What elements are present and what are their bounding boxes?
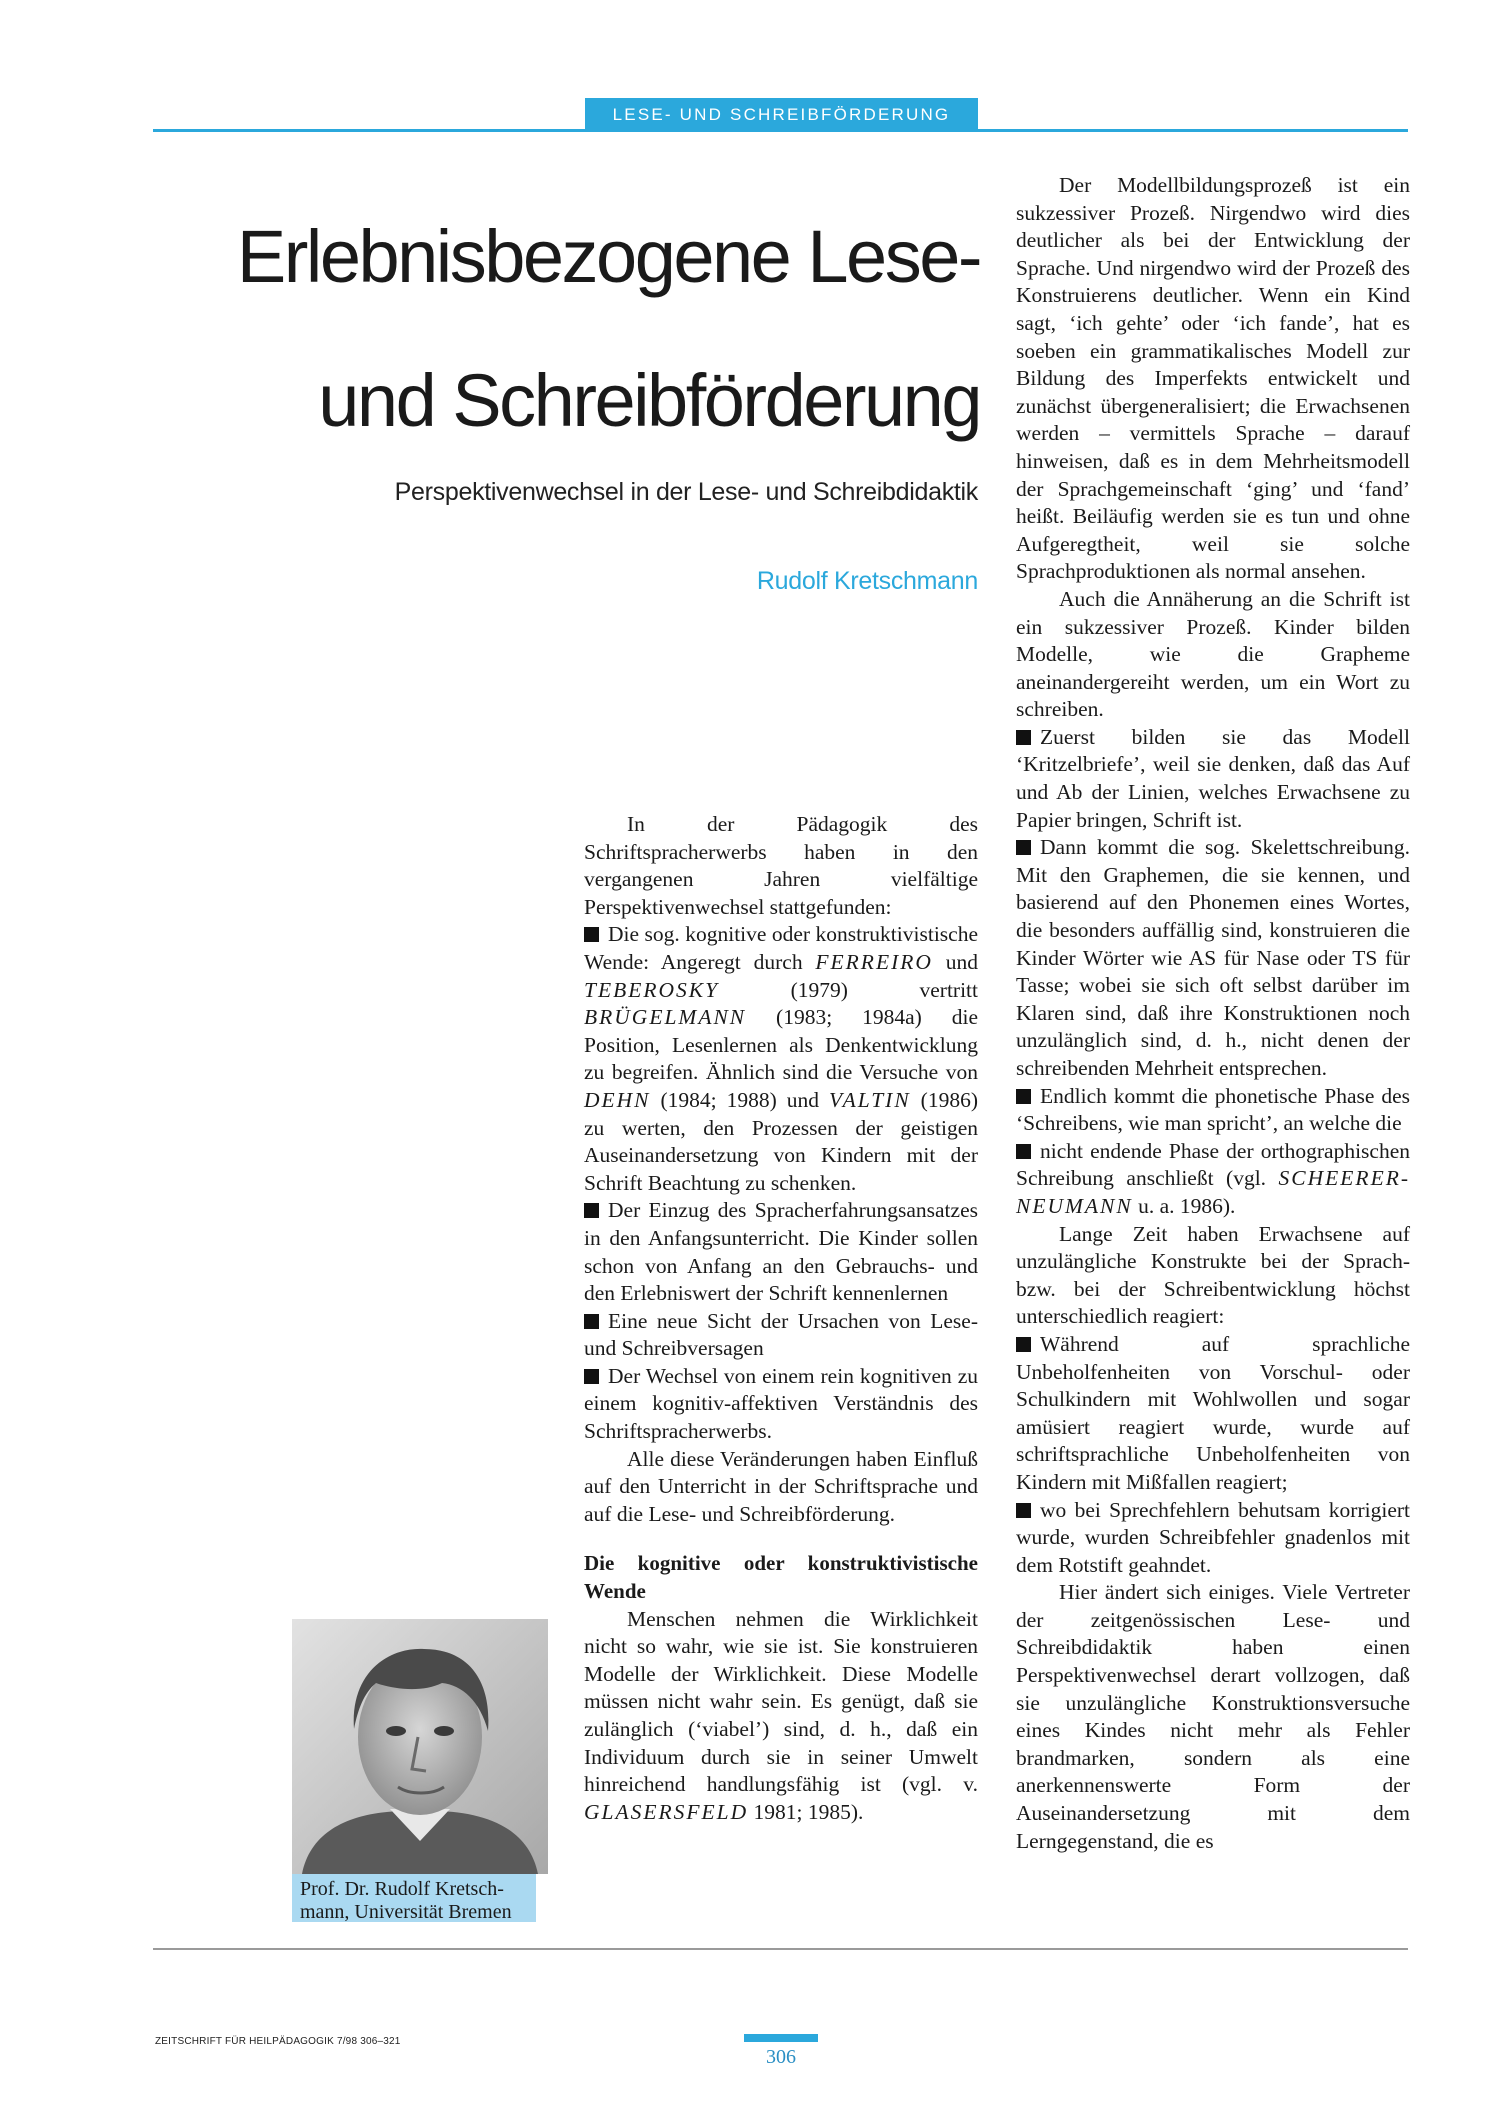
- caption-line-1: Prof. Dr. Rudolf Kretsch-: [300, 1878, 504, 1900]
- text-span: Der Wechsel von einem rein kognitiven zu einem kognitiv-affektiven Verständnis des Schriftspracherwerbs.: [584, 1363, 978, 1444]
- bullet-square-icon: [584, 927, 599, 942]
- bullet-item: [1016, 1138, 1410, 1221]
- text-span: (1979) vertritt: [719, 977, 978, 1002]
- text-span: Die sog. kognitive oder konstruktivistische Wende: Angeregt durch: [584, 922, 978, 974]
- bullet-item: [584, 1363, 978, 1446]
- bullet-square-icon: [1016, 840, 1031, 855]
- bullet-item: [1016, 1083, 1410, 1138]
- paragraph: Der Modellbildungsprozeß ist ein sukzessiver Prozeß. Nirgendwo wird dies deutlicher als bei der Entwicklung der Sprache. Und nirgendwo wird der Prozeß des Konstruierens deutlicher. Wenn ein Kind sagt, ‘ich gehte’ oder ‘ich fande’, hat es soeben ein grammatikalisches Modell zur Bildung des Imperfekts entwickelt und zunächst übergeneralisiert; die Erwachsenen werden – vermittels Sprache – darauf hinweisen, daß es in dem Mehrheitsmodell der Sprachgemeinschaft ‘ging’ und ‘fand’ heißt. Beiläufig werden sie es tun und ohne Aufgeregtheit, weil sie solche Sprachproduktionen als normal ansehen.: [1016, 173, 1410, 584]
- cited-author: GLASERSFELD: [584, 1799, 749, 1824]
- text-span: (1983; 1984a) die Position, Lesenlernen als Denkentwicklung zu begreifen. Ähnlich sind die Versuche von: [584, 1005, 978, 1085]
- right-column: [1016, 172, 1410, 1855]
- caption-line-2: mann, Universität Bremen: [300, 1901, 512, 1923]
- cited-author: FERREIRO: [815, 949, 933, 974]
- bullet-square-icon: [1016, 1144, 1031, 1159]
- text-span: (1986) zu werten, den Prozessen der geistigen Auseinandersetzung von Kindern mit der Schrift Beachtung zu schenken.: [584, 1087, 978, 1195]
- photo-caption: [292, 1874, 536, 1922]
- paragraph: In der Pädagogik des Schriftspracherwerbs haben in den vergangenen Jahren vielfältige Perspektivenwechsel stattgefunden:: [584, 812, 978, 919]
- bullet-item: [1016, 834, 1410, 1082]
- text-span: 1981; 1985).: [748, 1799, 864, 1824]
- bullet-item: [1016, 724, 1410, 834]
- header-rule: [153, 129, 1408, 132]
- text-span: und: [932, 949, 978, 974]
- paragraph: Lange Zeit haben Erwachsene auf unzulängliche Konstrukte bei der Sprach- bzw. bei der Schreibentwicklung höchst unterschiedlich reagiert:: [1016, 1221, 1410, 1329]
- bullet-item: [584, 1197, 978, 1307]
- section-heading: Die kognitive oder konstruktivistische Wende: [584, 1551, 978, 1604]
- section-header-tab: LESE- UND SCHREIBFÖRDERUNG: [585, 98, 978, 132]
- bullet-square-icon: [1016, 1337, 1031, 1352]
- journal-citation: ZEITSCHRIFT FÜR HEILPÄDAGOGIK 7/98 306–321: [155, 2036, 401, 2047]
- bullet-square-icon: [1016, 1503, 1031, 1518]
- text-span: wo bei Sprechfehlern behutsam korrigiert wurde, wurden Schreibfehler gnadenlos mit dem Rotstift geahndet.: [1016, 1497, 1410, 1577]
- paragraph: Hier ändert sich einiges. Viele Vertreter der zeitgenössischen Lese- und Schreibdidaktik haben einen Perspektivenwechsel derart vollzogen, daß sie unzulängliche Konstruktionsversuche eines Kindes nicht mehr als Fehler brandmarken, sondern als eine anerkennenswerte Form der Auseinandersetzung mit dem Lerngegenstand, die es: [1016, 1580, 1410, 1853]
- text-span: Menschen nehmen die Wirklichkeit nicht so wahr, wie sie ist. Sie konstruieren Modelle der Wirklichkeit. Diese Modelle müssen nicht wahr sein. Es genügt, daß sie zulänglich (‘viabel’) sind, d. h., daß ein Individuum durch sie in seiner Umwelt hinreichend handlungsfähig ist (vgl. v.: [584, 1606, 978, 1797]
- author-portrait-photo: [292, 1619, 548, 1874]
- cited-author: BRÜGELMANN: [584, 1005, 747, 1030]
- title-line-2: und Schreibförderung: [318, 359, 980, 442]
- title-line-1: Erlebnisbezogene Lese-: [236, 215, 980, 298]
- bullet-item: [1016, 1331, 1410, 1497]
- bullet-item: [584, 1308, 978, 1363]
- article-author: Rudolf Kretschmann: [756, 567, 978, 595]
- text-span: Eine neue Sicht der Ursachen von Lese- und Schreibversagen: [584, 1308, 978, 1361]
- portrait-illustration: [292, 1619, 548, 1874]
- text-span: Zuerst bilden sie das Modell ‘Kritzelbriefe’, weil sie denken, daß das Auf und Ab der Linien, welches Erwachsene zu Papier bringen, Schrift ist.: [1016, 724, 1410, 832]
- cited-author: VALTIN: [829, 1087, 911, 1112]
- middle-column: [584, 811, 978, 1826]
- cited-author: SCHEERER-NEUMANN: [1016, 1166, 1410, 1218]
- cited-author: DEHN: [584, 1087, 651, 1112]
- bullet-item: [1016, 1497, 1410, 1580]
- paragraph: Auch die Annäherung an die Schrift ist ein sukzessiver Prozeß. Kinder bilden Modelle, wie die Grapheme aneinandergereiht werden, um ein Wort zu schreiben.: [1016, 586, 1410, 722]
- text-span: u. a. 1986).: [1132, 1193, 1236, 1218]
- text-span: (1984; 1988) und: [650, 1087, 830, 1112]
- bullet-square-icon: [584, 1203, 599, 1218]
- text-span: Dann kommt die sog. Skelettschreibung. Mit den Graphemen, die sie kennen, und basierend auf den Phonemen eines Wortes, die besonders auffällig sind, konstruieren die Kinder Wörter wie AS für Nase oder TS für Tasse; wobei sie sich oft selbst darüber im Klaren sind, daß ihre Konstruktionen noch unzulänglich sind, d. h., nicht denen der schreibenden Mehrheit entsprechen.: [1016, 835, 1410, 1080]
- article-title: [150, 185, 980, 473]
- page-number: 306: [766, 2046, 796, 2068]
- text-span: Der Einzug des Spracherfahrungsansatzes in den Anfangsunterricht. Die Kinder sollen schon von Anfang an den Gebrauchs- und den Erlebniswert der Schrift kennenlernen: [584, 1198, 978, 1306]
- text-span: Während auf sprachliche Unbeholfenheiten von Vorschul- oder Schulkindern mit Wohlwollen und sogar amüsiert reagiert wurde, wurde auf schriftsprachliche Unbeholfenheiten von Kindern mit Mißfallen reagiert;: [1016, 1331, 1410, 1494]
- text-span: nicht endende Phase der orthographischen Schreibung anschließt (vgl.: [1016, 1138, 1410, 1191]
- footer-rule: [153, 1948, 1408, 1950]
- bullet-square-icon: [1016, 730, 1031, 745]
- bullet-square-icon: [584, 1369, 599, 1384]
- page-number-bar: [744, 2034, 818, 2042]
- bullet-square-icon: [584, 1314, 599, 1329]
- bullet-item: [584, 921, 978, 1197]
- text-span: Endlich kommt die phonetische Phase des ‘Schreibens, wie man spricht’, an welche die: [1016, 1083, 1410, 1136]
- paragraph: Alle diese Veränderungen haben Einfluß auf den Unterricht in der Schriftsprache und auf die Lese- und Schreibförderung.: [584, 1446, 978, 1526]
- paragraph: [584, 1606, 978, 1827]
- bullet-square-icon: [1016, 1089, 1031, 1104]
- cited-author: TEBEROSKY: [584, 977, 720, 1002]
- article-subtitle: Perspektivenwechsel in der Lese- und Schreibdidaktik: [394, 478, 978, 506]
